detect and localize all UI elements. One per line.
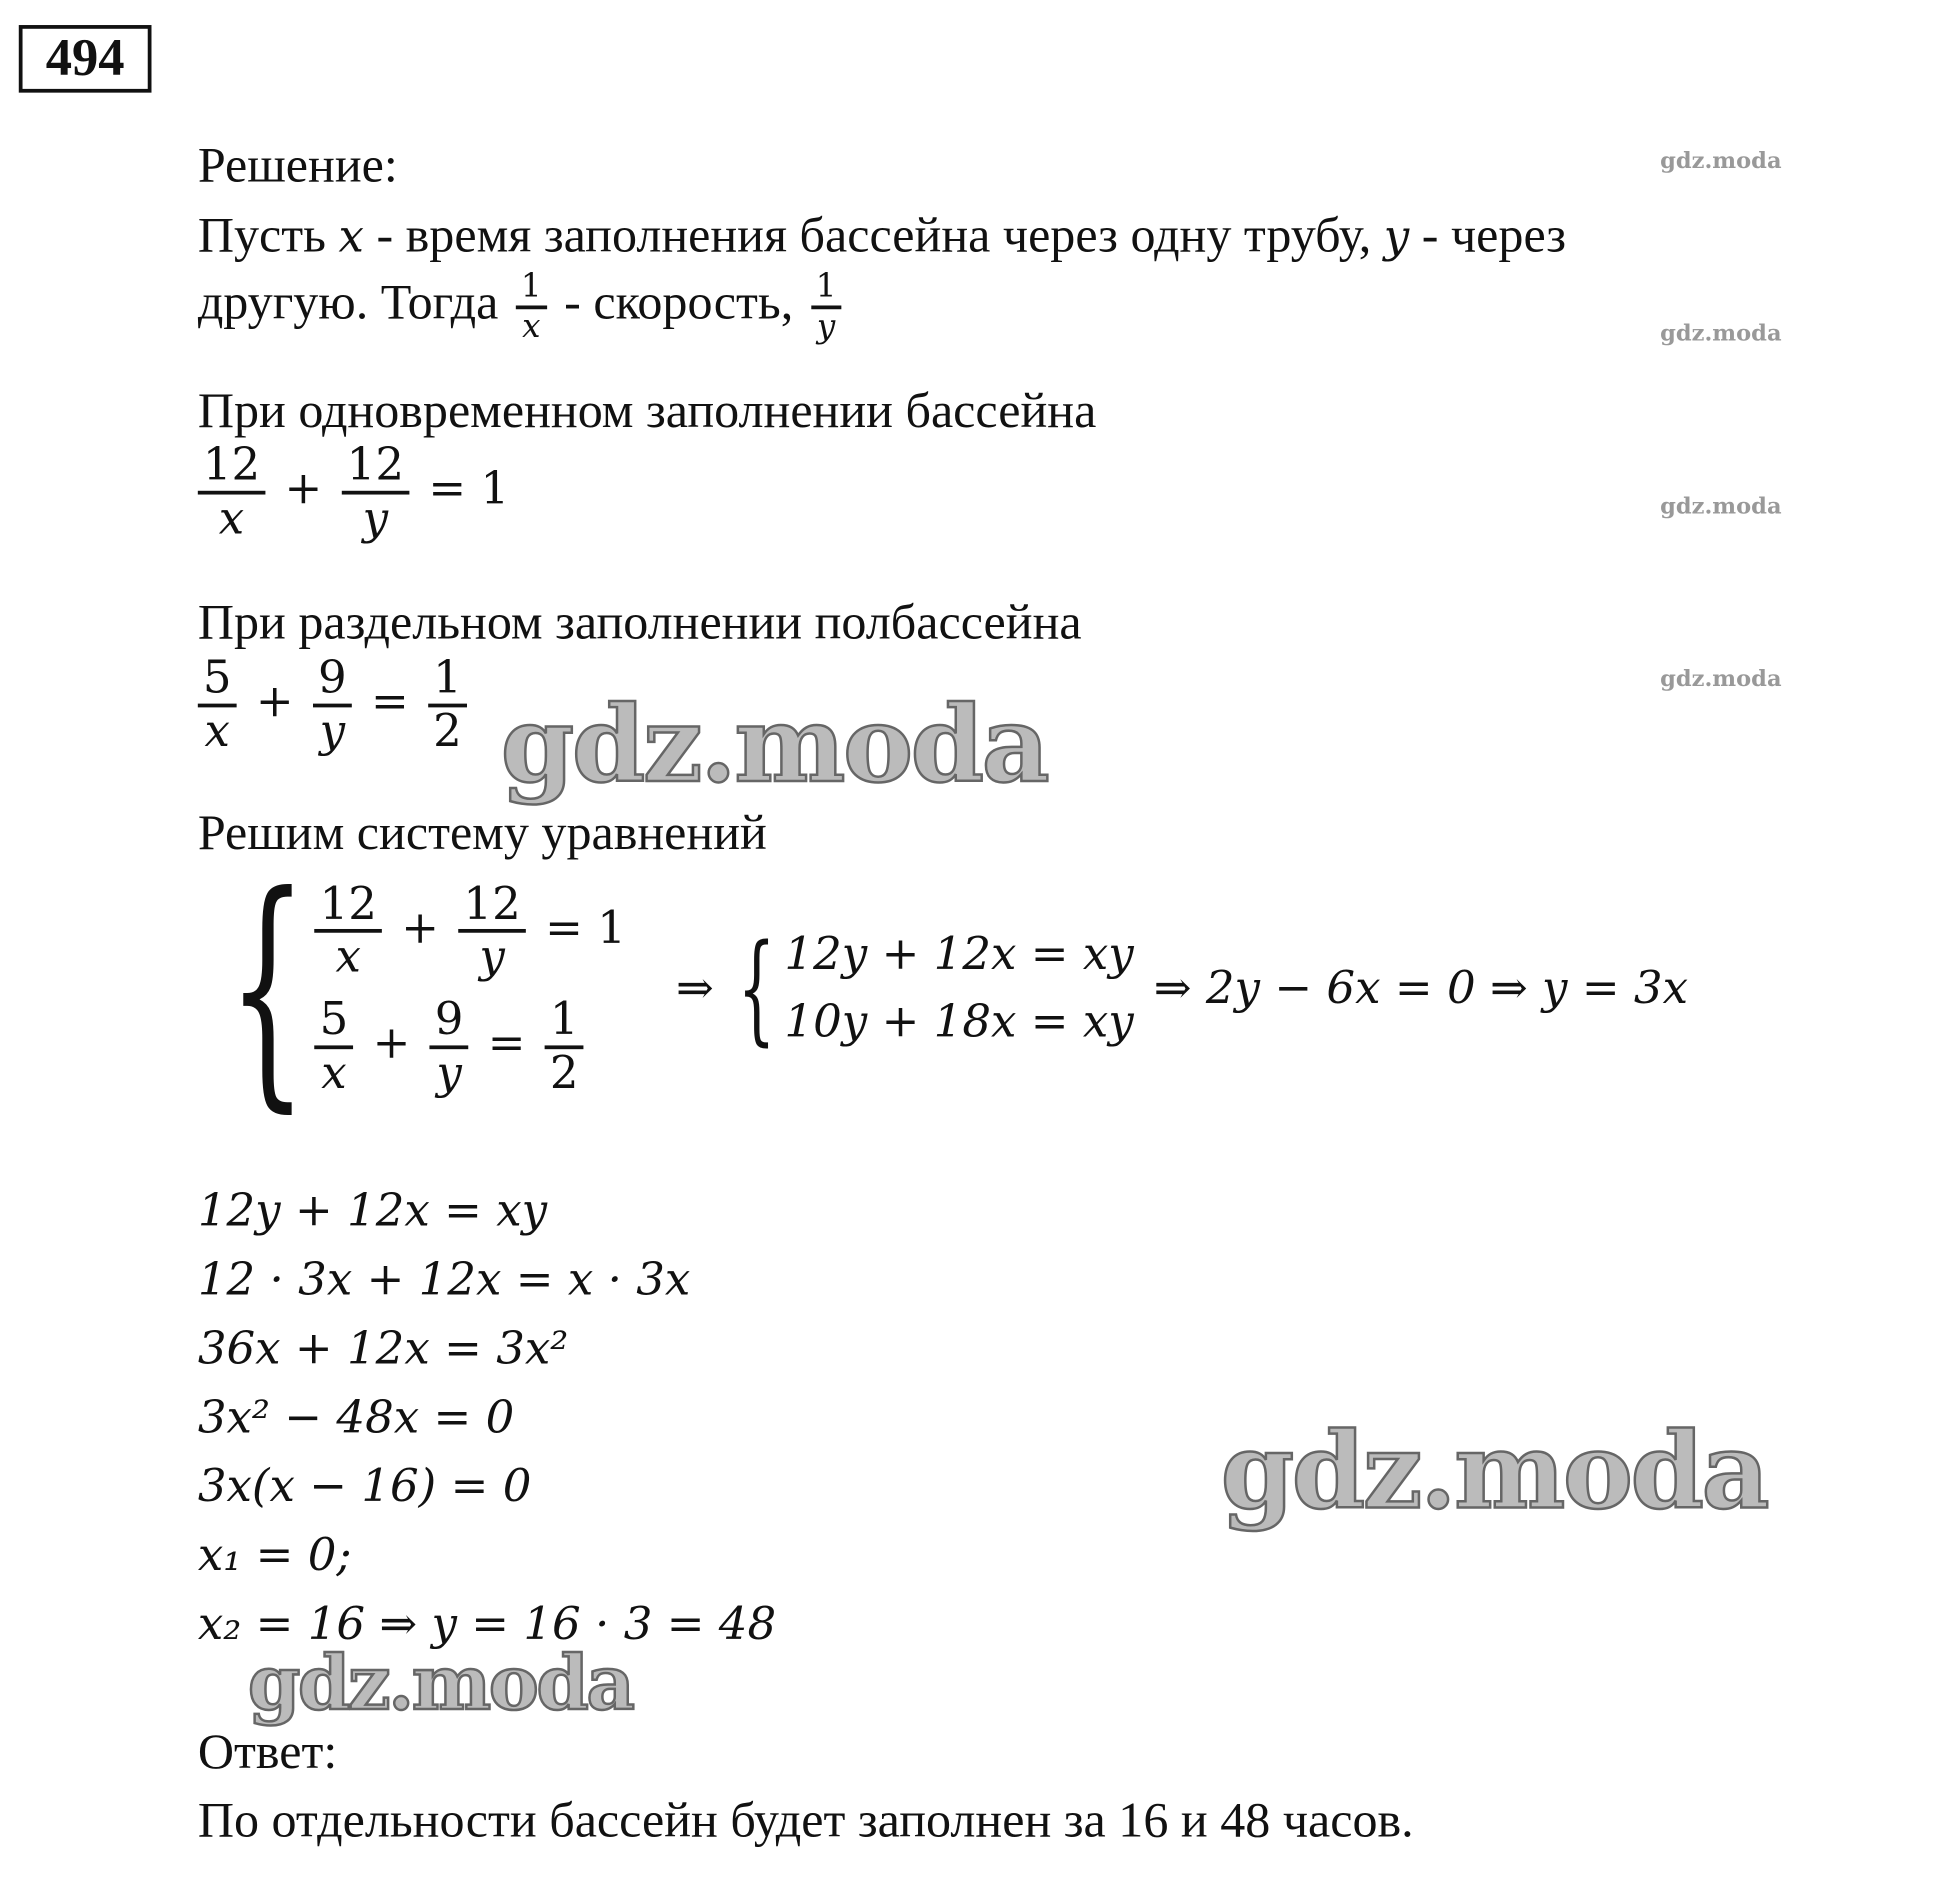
step: x₁ = 0; bbox=[197, 1529, 352, 1582]
watermark: gdz.moda bbox=[1660, 493, 1782, 520]
rhs: = 1 bbox=[545, 902, 626, 954]
numerator: 12 bbox=[458, 880, 525, 933]
denominator: x bbox=[218, 492, 245, 545]
denominator: y bbox=[816, 307, 836, 346]
watermark: gdz.moda bbox=[1220, 1408, 1768, 1533]
system-left bbox=[310, 880, 626, 1098]
system-right-row-2: 10y + 18x = xy bbox=[784, 996, 1134, 1048]
numerator: 5 bbox=[315, 995, 354, 1048]
text: - скорость, bbox=[564, 273, 794, 330]
numerator: 1 bbox=[516, 269, 547, 309]
solution-heading: Решение: bbox=[197, 136, 398, 193]
text: Пусть bbox=[197, 206, 326, 263]
left-brace: { bbox=[227, 842, 308, 1135]
watermark: gdz.moda bbox=[247, 1640, 633, 1728]
var-y: y bbox=[1383, 211, 1410, 263]
fraction bbox=[198, 441, 265, 544]
implies-arrow: ⇒ bbox=[675, 962, 714, 1015]
denominator: x bbox=[204, 705, 230, 757]
fraction bbox=[315, 880, 382, 983]
denominator: x bbox=[335, 931, 361, 984]
numerator: 12 bbox=[198, 441, 265, 494]
plus: + bbox=[284, 463, 323, 515]
denominator: y bbox=[436, 1047, 462, 1099]
var-x: x bbox=[338, 211, 364, 263]
watermark: gdz.moda bbox=[1660, 666, 1782, 693]
numerator: 12 bbox=[315, 880, 382, 933]
numerator: 1 bbox=[545, 995, 584, 1048]
problem-number: 494 bbox=[19, 25, 152, 93]
solution-steps bbox=[198, 1177, 776, 1659]
plus: + bbox=[372, 1017, 411, 1070]
denominator: y bbox=[319, 705, 346, 757]
denominator: x bbox=[321, 1047, 347, 1099]
fraction bbox=[430, 995, 469, 1098]
answer-text: По отдельности бассейн будет заполнен за 16 и 48 часов. bbox=[197, 1791, 1414, 1848]
text: - через bbox=[1421, 206, 1567, 263]
equation-1 bbox=[193, 441, 509, 544]
denominator: y bbox=[362, 492, 389, 545]
denominator: y bbox=[479, 931, 505, 984]
numerator: 9 bbox=[313, 654, 352, 707]
fraction-1-over-x bbox=[516, 269, 547, 344]
system-right bbox=[784, 930, 1133, 1048]
text: - время заполнения бассейна через одну трубу, bbox=[376, 206, 1372, 263]
system-label: Решим систему уравнений bbox=[197, 803, 767, 861]
denominator: x bbox=[522, 307, 541, 346]
numerator: 1 bbox=[811, 269, 842, 309]
separate-label: При раздельном заполнении полбассейна bbox=[197, 593, 1082, 650]
answer-label: Ответ: bbox=[197, 1722, 338, 1780]
left-brace: { bbox=[737, 919, 776, 1058]
fraction bbox=[198, 654, 237, 757]
watermark: gdz.moda bbox=[500, 682, 1048, 807]
fraction bbox=[545, 995, 584, 1098]
text: другую. Тогда bbox=[197, 273, 499, 330]
fraction-1-over-y bbox=[811, 269, 842, 344]
denominator: 2 bbox=[549, 1047, 579, 1099]
numerator: 1 bbox=[428, 654, 467, 707]
step: 12 · 3x + 12x = x · 3x bbox=[197, 1254, 691, 1306]
equation-system bbox=[188, 842, 1689, 1135]
fraction bbox=[458, 880, 525, 983]
system-row-2 bbox=[310, 995, 626, 1098]
simultaneous-label: При одновременном заполнении бассейна bbox=[197, 381, 1097, 439]
watermark: gdz.moda bbox=[1660, 147, 1782, 175]
equals: = bbox=[487, 1017, 526, 1070]
fraction bbox=[313, 654, 352, 757]
plus: + bbox=[401, 902, 440, 954]
intro-line-2 bbox=[198, 269, 847, 344]
step: x₂ = 16 ⇒ y = 16 · 3 = 48 bbox=[197, 1598, 777, 1651]
system-right-row-1: 12y + 12x = xy bbox=[784, 928, 1134, 981]
equation-2 bbox=[193, 654, 472, 757]
equals: = bbox=[371, 676, 409, 728]
denominator: 2 bbox=[433, 705, 462, 757]
fraction bbox=[315, 995, 354, 1098]
watermark: gdz.moda bbox=[1660, 320, 1782, 347]
system-conclusion: ⇒ 2y − 6x = 0 ⇒ y = 3x bbox=[1153, 962, 1689, 1015]
numerator: 12 bbox=[342, 441, 409, 494]
step: 36x + 12x = 3x² bbox=[197, 1323, 569, 1375]
step: 3x² − 48x = 0 bbox=[197, 1392, 515, 1444]
fraction bbox=[428, 654, 467, 757]
system-row-1 bbox=[310, 880, 626, 983]
step: 12y + 12x = xy bbox=[197, 1185, 548, 1237]
numerator: 5 bbox=[198, 654, 237, 707]
plus: + bbox=[255, 676, 294, 728]
numerator: 9 bbox=[430, 995, 469, 1048]
fraction bbox=[342, 441, 409, 544]
intro-line-1 bbox=[198, 208, 1566, 263]
rhs: = 1 bbox=[428, 463, 510, 515]
step: 3x(x − 16) = 0 bbox=[197, 1461, 532, 1513]
